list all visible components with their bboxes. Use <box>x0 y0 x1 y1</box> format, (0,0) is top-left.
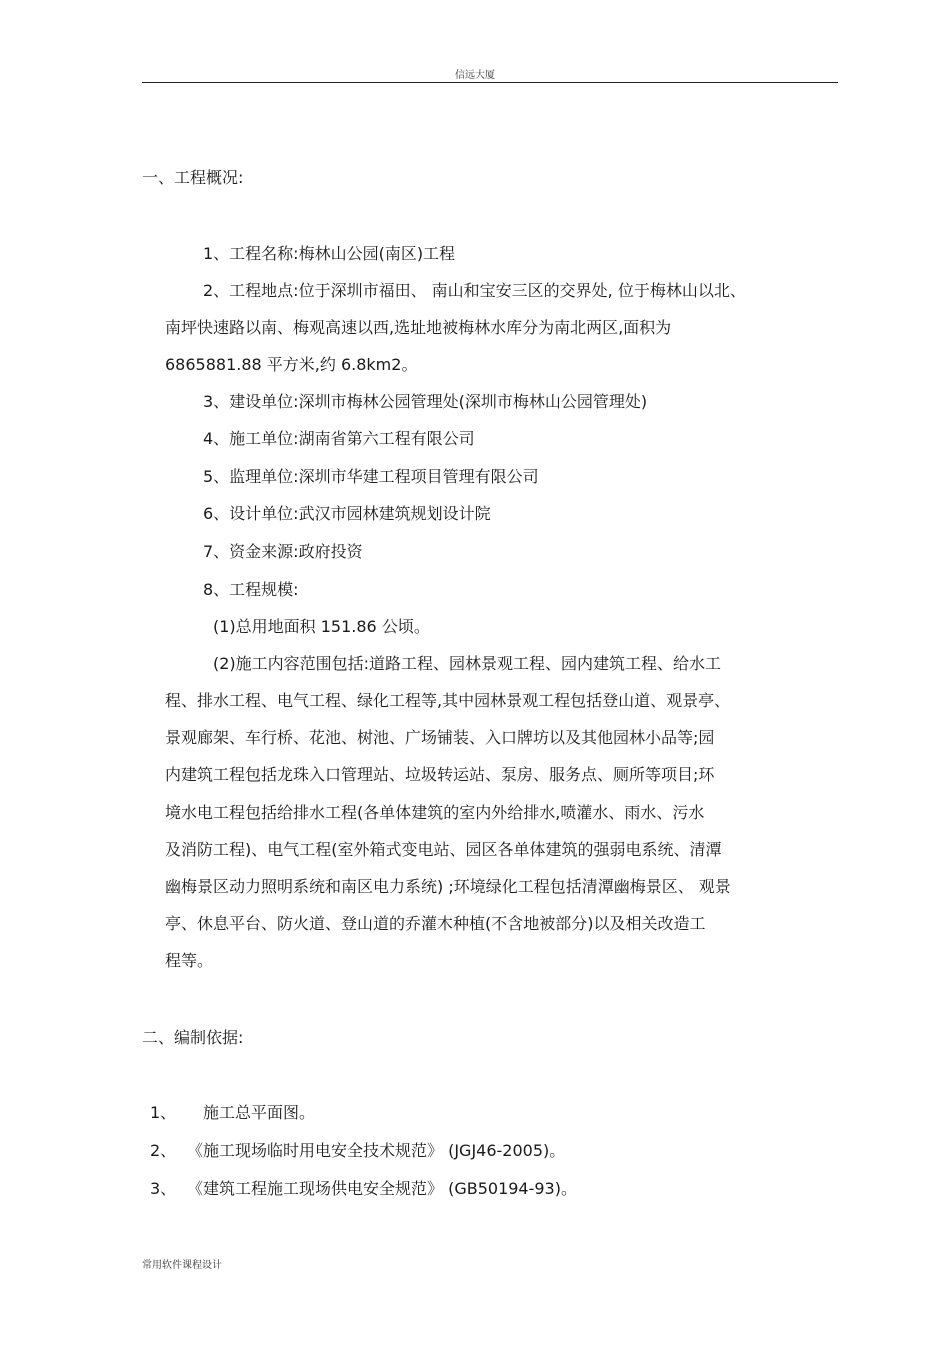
overview-line: 6、设计单位:武汉市园林建筑规划设计院 <box>203 504 491 523</box>
reference-text: 《施工现场临时用电安全技术规范》 (JGJ46-2005)。 <box>187 1141 566 1160</box>
overview-line: 1、工程名称:梅林山公园(南区)工程 <box>203 244 456 263</box>
overview-line: 及消防工程)、电气工程(室外箱式变电站、园区各单体建筑的强弱电系统、清潭 <box>165 840 722 859</box>
overview-line: 7、资金来源:政府投资 <box>203 542 363 561</box>
overview-line: (1)总用地面积 151.86 公顷。 <box>213 617 430 636</box>
overview-line: 程等。 <box>165 951 214 970</box>
overview-line: 内建筑工程包括龙珠入口管理站、垃圾转运站、泵房、服务点、厕所等项目;环 <box>165 765 715 784</box>
overview-line: 3、建设单位:深圳市梅林公园管理处(深圳市梅林山公园管理处) <box>203 392 648 411</box>
running-header: 信远大厦 <box>455 70 495 81</box>
reference-text: 施工总平面图。 <box>203 1103 316 1122</box>
reference-text: 《建筑工程施工现场供电安全规范》 (GB50194-93)。 <box>187 1179 577 1198</box>
overview-line: 5、监理单位:深圳市华建工程项目管理有限公司 <box>203 467 539 486</box>
overview-line: 境水电工程包括给排水工程(各单体建筑的室内外给排水,喷灌水、雨水、污水 <box>165 803 705 822</box>
overview-line: 2、工程地点:位于深圳市福田、 南山和宝安三区的交界处, 位于梅林山以北、 <box>203 281 746 300</box>
running-footer: 常用软件课程设计 <box>142 1260 222 1271</box>
overview-line: 4、施工单位:湖南省第六工程有限公司 <box>203 429 475 448</box>
overview-line: 8、工程规模: <box>203 580 299 599</box>
overview-line: 南坪快速路以南、梅观高速以西,选址地被梅林水库分为南北两区,面积为 <box>165 318 672 337</box>
overview-line: 景观廊架、车行桥、花池、树池、广场铺装、入口牌坊以及其他园林小品等;园 <box>165 728 715 747</box>
header-rule <box>142 82 838 83</box>
overview-line: 6865881.88 平方米,约 6.8km2。 <box>165 355 418 374</box>
overview-line: (2)施工内容范围包括:道路工程、园林景观工程、园内建筑工程、给水工 <box>213 654 722 673</box>
reference-number: 1、 <box>150 1103 177 1122</box>
overview-line: 亭、休息平台、防火道、登山道的乔灌木种植(不含地被部分)以及相关改造工 <box>165 914 706 933</box>
overview-line: 幽梅景区动力照明系统和南区电力系统) ;环境绿化工程包括清潭幽梅景区、 观景 <box>165 877 731 896</box>
section-heading-basis: 二、编制依据: <box>142 1028 244 1047</box>
reference-number: 3、 <box>150 1179 177 1198</box>
section-heading-overview: 一、工程概况: <box>142 168 244 187</box>
overview-line: 程、排水工程、电气工程、绿化工程等,其中园林景观工程包括登山道、观景亭、 <box>165 691 731 710</box>
reference-number: 2、 <box>150 1141 177 1160</box>
